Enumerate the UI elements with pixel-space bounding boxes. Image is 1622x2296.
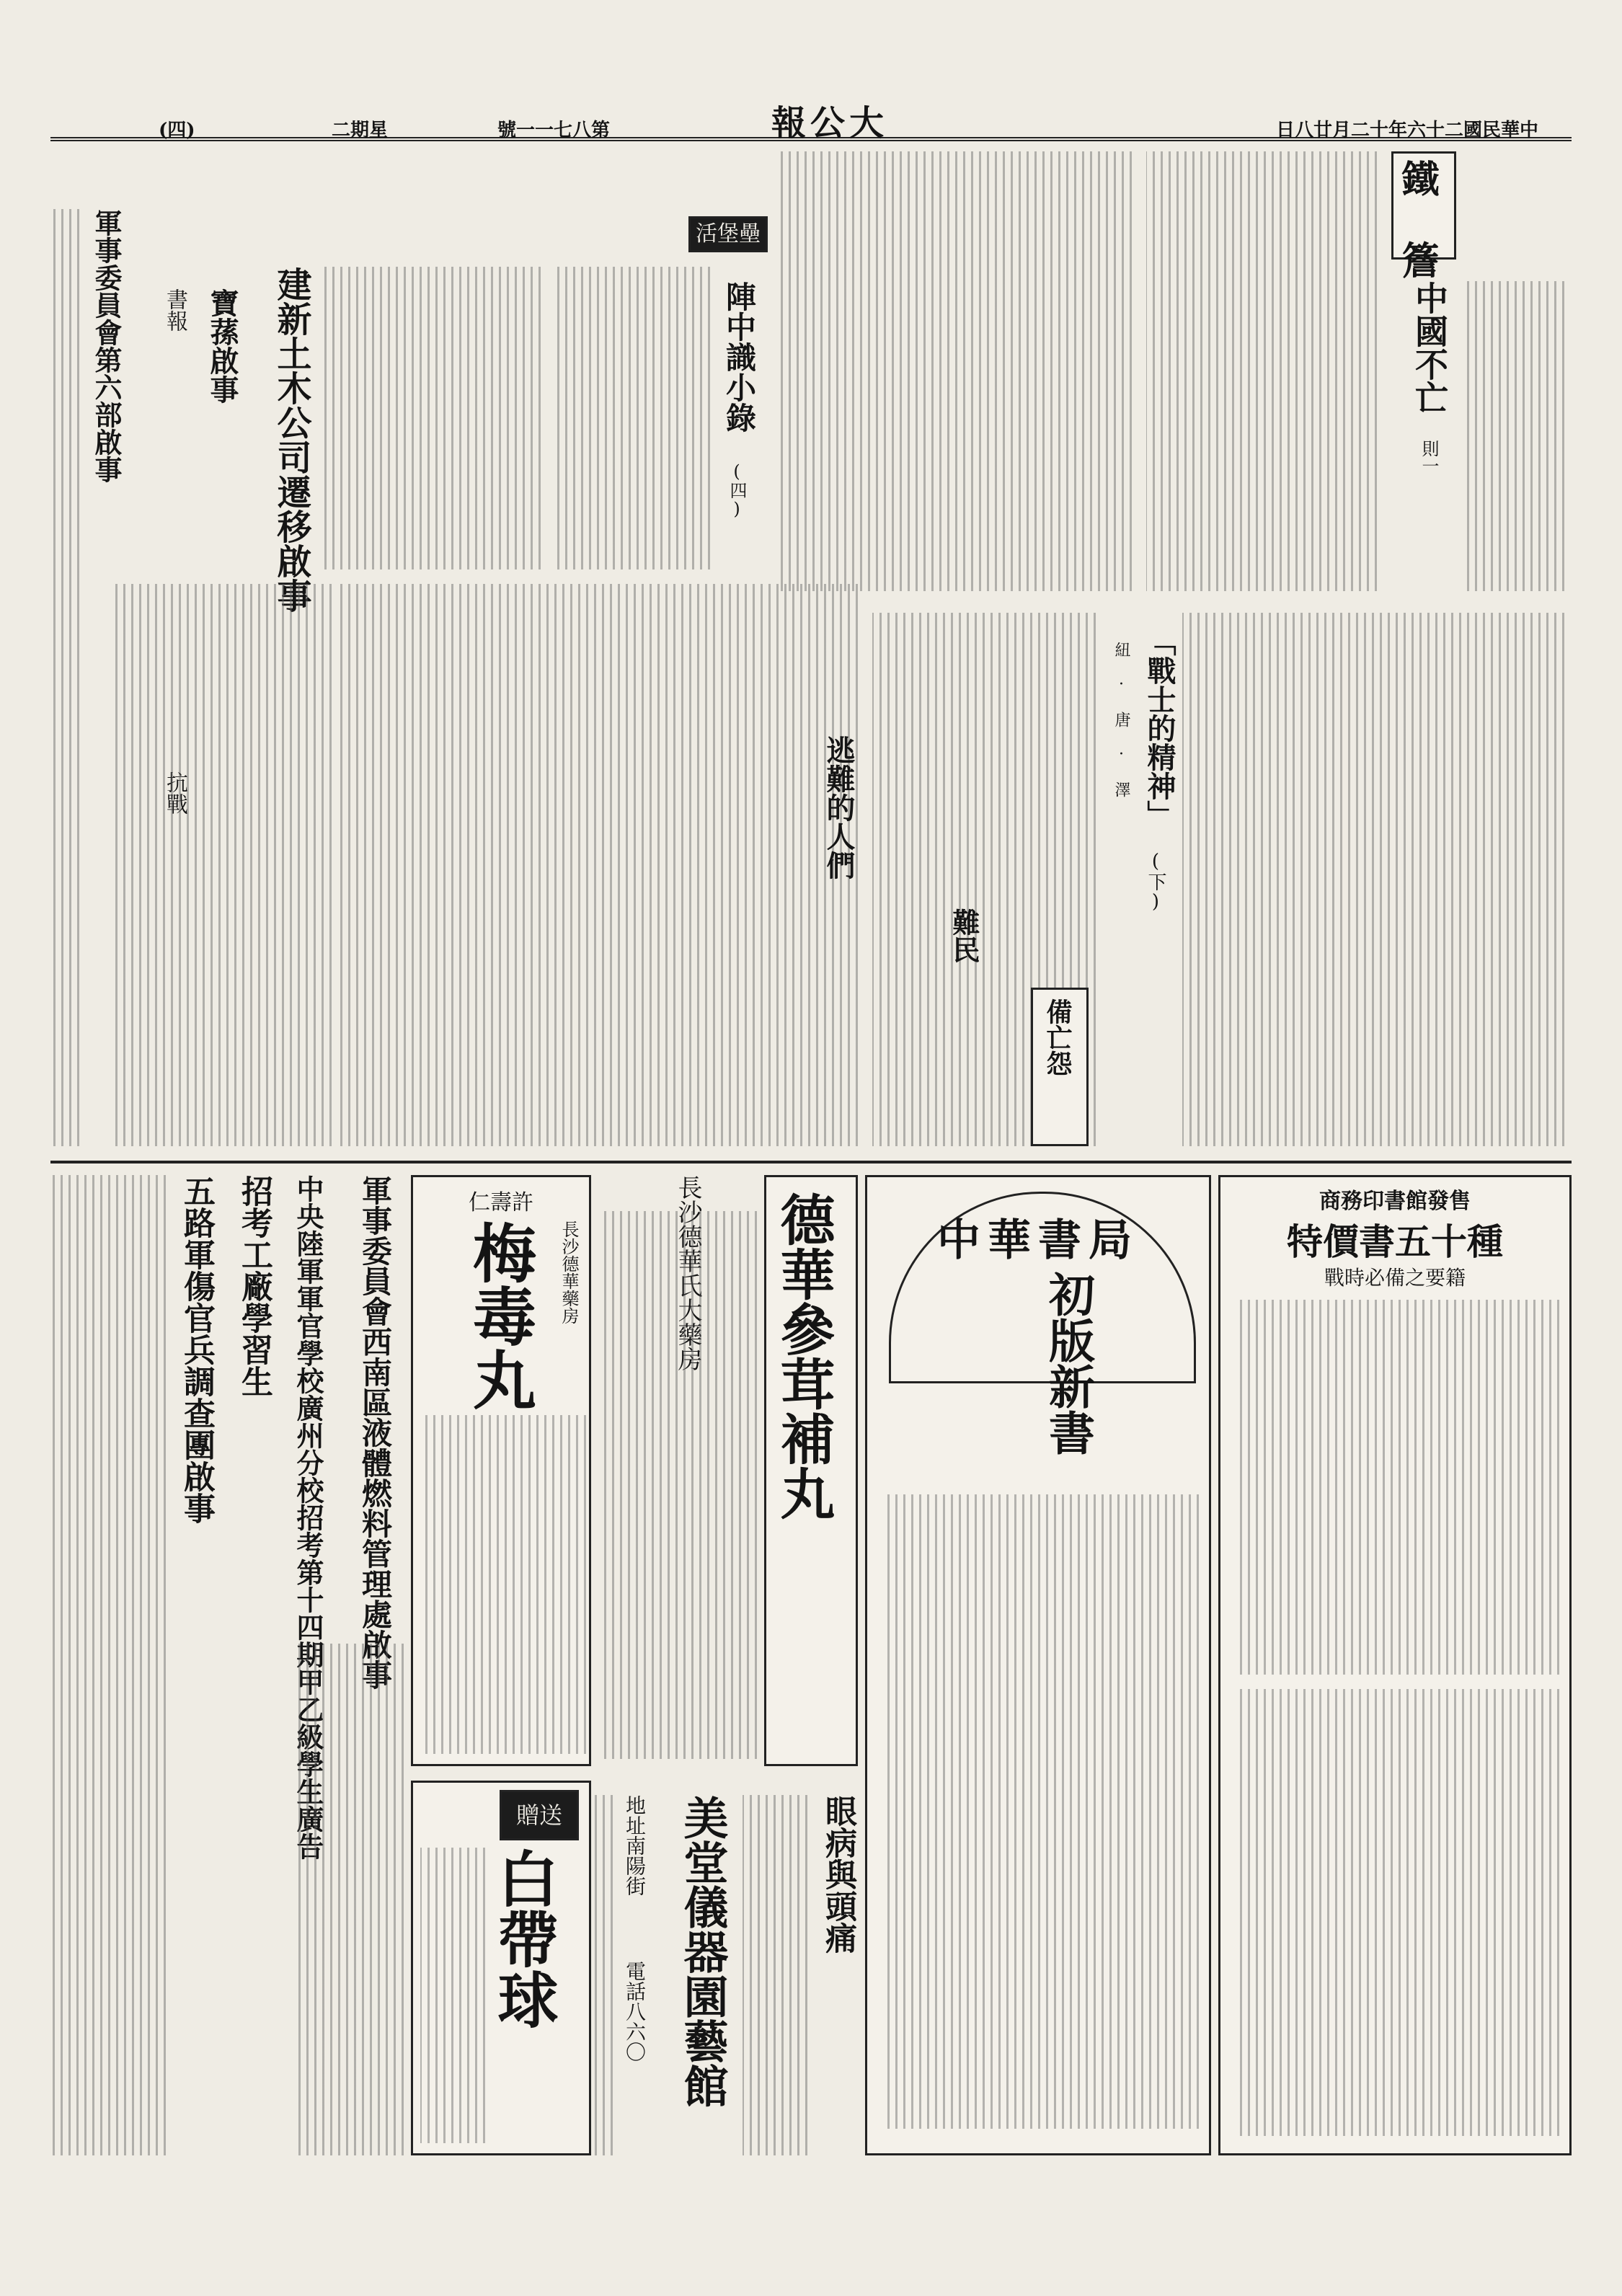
serial-body — [555, 267, 710, 569]
feature-title: 「戰士的精神」 — [1143, 627, 1176, 829]
book-ad-item: 抗戰 — [162, 771, 187, 815]
wounded-survey-notice-title: 五路軍傷官兵調查團啟事 — [178, 1175, 215, 1524]
masthead: 報公大 — [771, 103, 889, 143]
baidaiqiu-title: 白帶球 — [488, 1848, 559, 2029]
ginseng-pill-title: 德華參茸補丸 — [771, 1192, 836, 1520]
recruit-apprentice-title: 招考工廠學習生 — [236, 1175, 272, 1397]
editorial-title: 中國不亡 — [1410, 281, 1449, 414]
left-edge-body — [50, 209, 79, 1146]
notice-title-1: 軍事委員會第六部啟事 — [90, 209, 123, 483]
feature-part: (下) — [1145, 851, 1166, 913]
zhonghua-book-ad — [865, 1175, 1211, 2155]
eye-ad-body — [743, 1795, 807, 2155]
photo-studio-address: 地址南陽街 — [623, 1795, 647, 1896]
commercial-press-name: 商務印書館發售 — [1319, 1189, 1471, 1214]
center-body-top — [779, 151, 1132, 591]
military-school-ad-body — [296, 1644, 404, 2155]
notice-title-2: 寶蓀啟事 — [205, 288, 239, 404]
editorial-column-box — [1391, 151, 1456, 278]
ginseng-pill-ad — [764, 1175, 858, 1766]
syphilis-pill-title: 梅毒丸 — [463, 1220, 538, 1411]
serial-title: 陣中識小錄 — [722, 281, 757, 433]
gift-tag-box — [500, 1790, 579, 1840]
serial-tag: 活堡壘 — [696, 221, 761, 247]
elegy-title: 備亡怨 — [1042, 998, 1073, 1076]
commercial-press-subtitle: 戰時必備之要籍 — [1324, 1266, 1466, 1290]
weekday: 二期星 — [332, 120, 389, 141]
publisher-name: 中華書局 — [937, 1215, 1139, 1266]
feature-byline: 紐 · 唐 · 澤 — [1112, 642, 1130, 797]
editorial-column-title: 鐵 簷 — [1395, 159, 1439, 278]
building-company-notice-body — [324, 267, 541, 569]
feature-body — [1182, 613, 1564, 1146]
ginseng-pill-body — [598, 1211, 757, 1759]
commercial-press-ad — [1218, 1175, 1572, 2155]
photo-studio-phone: 電話八六〇 — [623, 1961, 647, 2062]
elegy-box — [1031, 988, 1089, 1146]
editorial-body — [1146, 151, 1377, 591]
newspaper-page — [50, 137, 1572, 2249]
editorial-subtitle: 則一 — [1419, 440, 1439, 474]
section-divider — [50, 1161, 1572, 1163]
date-line: 日八廿月二十年六十二國民華中 — [1276, 120, 1539, 141]
bottom-left-notices-body — [50, 1175, 166, 2155]
new-books-banner: 初版新書 — [1041, 1271, 1095, 1455]
fuel-admin-notice-title: 軍事委員會西南區液體燃料管理處啟事 — [358, 1175, 393, 1690]
left-column-body — [115, 584, 332, 1146]
zhonghua-book-list — [882, 1494, 1199, 2129]
issue-number: 號一一七八第 — [497, 120, 611, 141]
center-body-lower — [339, 584, 858, 1146]
eye-ad-title: 眼病與頭痛 — [820, 1795, 856, 1954]
book-list-bottom — [1235, 1689, 1559, 2136]
syphilis-pill-brand: 仁壽許 — [469, 1190, 533, 1215]
serial-part: (四) — [727, 461, 747, 519]
syphilis-pill-ad — [411, 1175, 591, 1766]
gift-tag: 贈送 — [515, 1801, 562, 1829]
baidaiqiu-ad — [411, 1781, 591, 2155]
photo-studio-title: 美堂儀器園藝館 — [676, 1795, 729, 2108]
syphilis-pill-body — [420, 1415, 586, 1754]
military-school-ad-title: 中央陸軍軍官學校廣州分校招考第十四期甲乙級學生廣告 — [292, 1175, 324, 1860]
syphilis-pill-seller: 長沙德華藥房 — [559, 1220, 579, 1324]
ginseng-pill-seller: 長沙德華氏大藥房 — [673, 1175, 702, 1371]
editorial-body-right — [1463, 281, 1564, 591]
book-ad-title: 書報 — [162, 288, 187, 332]
commercial-press-title: 特價書五十種 — [1287, 1220, 1503, 1263]
serial-tag-box — [688, 216, 768, 252]
book-list-top — [1235, 1300, 1559, 1675]
baidaiqiu-body — [420, 1848, 485, 2143]
refugee-poem-title: 難民 — [948, 908, 980, 963]
building-company-notice-title: 建新土木公司遷移啟事 — [271, 267, 311, 613]
refugee-piece-title: 逃難的人們 — [822, 735, 856, 879]
page-number: (四) — [159, 120, 195, 141]
